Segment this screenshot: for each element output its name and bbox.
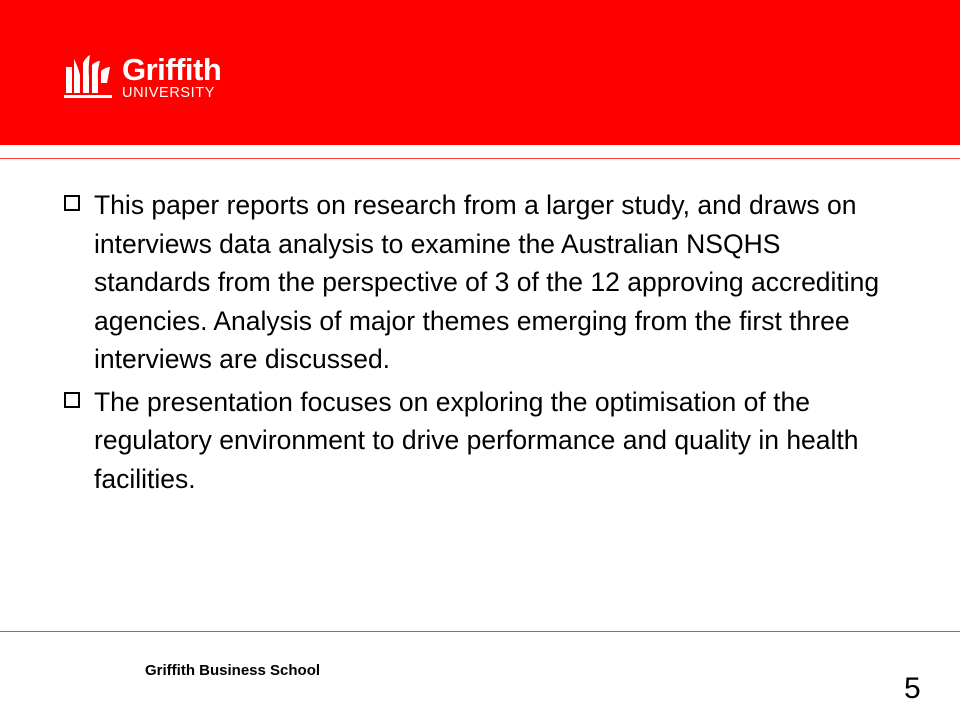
top-divider — [0, 158, 960, 159]
slide-body — [62, 186, 902, 502]
header-band — [0, 0, 960, 145]
bottom-divider — [0, 631, 960, 632]
footer-school-name: Griffith Business School — [145, 662, 321, 679]
bullet-item — [62, 383, 902, 499]
logo-name: Griffith — [122, 51, 222, 87]
griffith-leaf-icon — [62, 53, 118, 101]
page-number: 5 — [904, 672, 921, 705]
logo-subtitle: UNIVERSITY — [122, 84, 216, 101]
bullet-item — [62, 186, 902, 379]
hollow-square-bullet-icon — [64, 392, 80, 408]
university-logo — [62, 52, 221, 102]
bullet-text: This paper reports on research from a larger study, and draws on interviews data analysis to examine the Australian NSQHS standards from the perspective of 3 of the 12 approving accrediting agencies. Analysis of major themes emerging from the first three interviews are discussed. — [94, 190, 880, 374]
hollow-square-bullet-icon — [64, 195, 80, 211]
bullet-text: The presentation focuses on exploring the optimisation of the regulatory environment to drive performance and quality in health facilities. — [94, 386, 859, 494]
